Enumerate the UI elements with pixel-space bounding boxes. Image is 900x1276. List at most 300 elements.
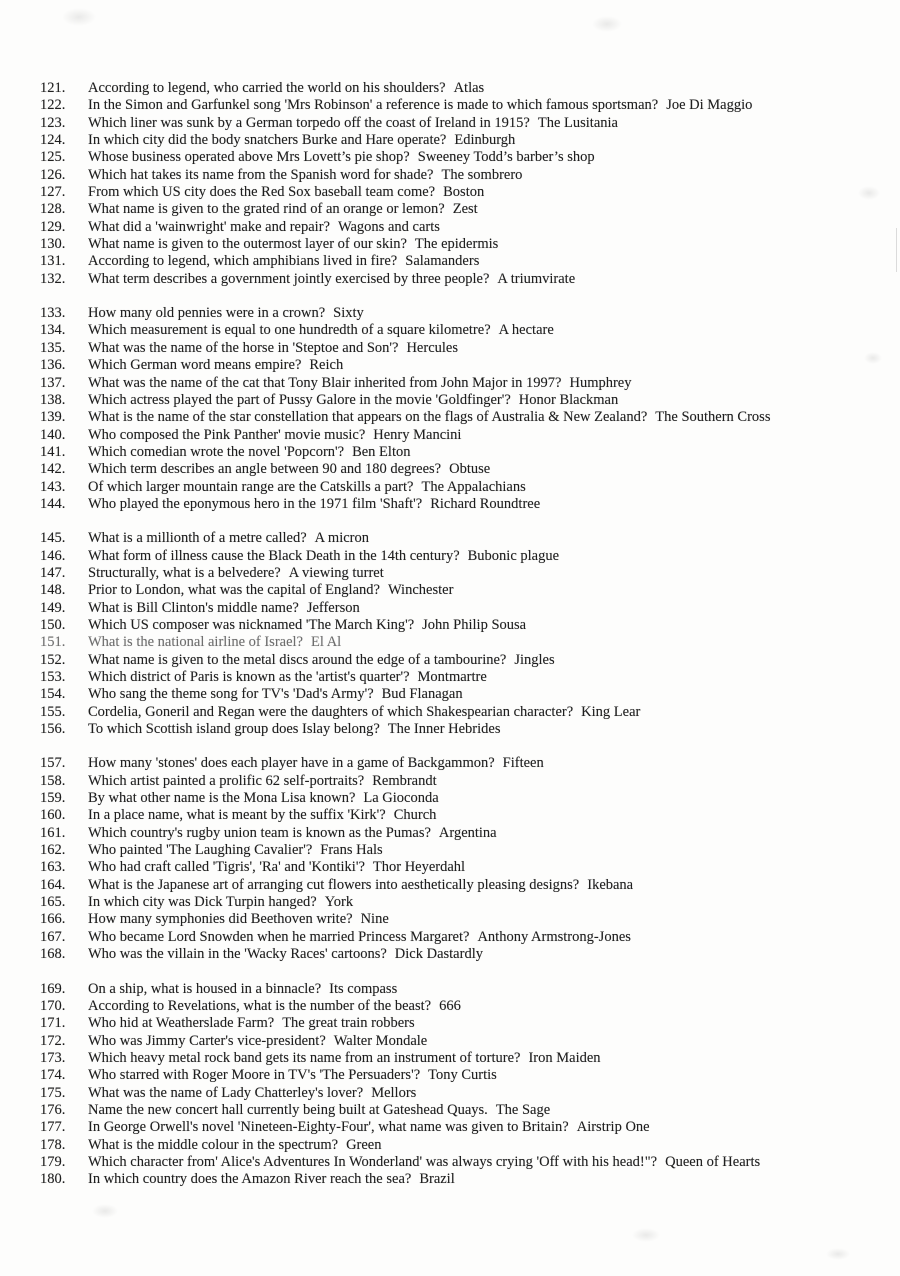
answer-text: Zest [452, 201, 478, 218]
question-text: Which German word means empire? [88, 357, 302, 374]
question-text: Who played the eponymous hero in the 1971 film 'Shaft'? [88, 495, 423, 512]
question-number: 127. [40, 184, 66, 201]
answer-text: King Lear [581, 703, 641, 720]
quiz-row [40, 357, 890, 374]
scan-smudge [632, 1228, 660, 1242]
question-number: 161. [40, 824, 66, 841]
scan-edge-line [896, 228, 897, 272]
question-number: 173. [40, 1049, 66, 1066]
question-line [88, 530, 890, 547]
question-text: Which artist painted a prolific 62 self-portraits? [88, 772, 365, 789]
answer-text: Rembrandt [372, 772, 437, 789]
quiz-row [40, 755, 890, 772]
answer-text: A micron [314, 530, 370, 547]
question-number: 175. [40, 1084, 66, 1101]
question-number: 145. [40, 530, 66, 547]
question-number: 140. [40, 426, 66, 443]
question-number: 129. [40, 218, 66, 235]
question-number: 160. [40, 807, 66, 824]
quiz-row [40, 461, 890, 478]
question-text: Who sang the theme song for TV's 'Dad's Army'? [88, 686, 374, 703]
quiz-row [40, 617, 890, 634]
quiz-row [40, 375, 890, 392]
quiz-row [40, 634, 890, 651]
quiz-row [40, 877, 890, 894]
question-line [88, 998, 890, 1015]
question-number: 164. [40, 876, 66, 893]
quiz-row [40, 80, 890, 97]
question-text: To which Scottish island group does Islay belong? [88, 721, 380, 738]
question-line [88, 427, 890, 444]
quiz-row [40, 322, 890, 339]
quiz-row [40, 773, 890, 790]
question-line [88, 842, 890, 859]
quiz-row [40, 219, 890, 236]
answer-text: Jefferson [306, 599, 360, 616]
quiz-row [40, 807, 890, 824]
answer-text: Richard Roundtree [430, 495, 541, 512]
scan-smudge [826, 1248, 850, 1260]
question-text: According to Revelations, what is the number of the beast? [88, 997, 432, 1014]
answer-text: Sweeney Todd’s barber’s shop [417, 149, 595, 166]
answer-text: Jingles [514, 651, 555, 668]
question-number: 122. [40, 97, 66, 114]
question-line [88, 479, 890, 496]
question-number: 139. [40, 409, 66, 426]
question-line [88, 80, 890, 97]
question-line [88, 496, 890, 513]
question-text: In a place name, what is meant by the suffix 'Kirk'? [88, 807, 386, 824]
question-number: 147. [40, 564, 66, 581]
question-line [88, 1015, 890, 1032]
question-text: Whose business operated above Mrs Lovett’s pie shop? [88, 149, 410, 166]
question-number: 132. [40, 270, 66, 287]
answer-text: Sixty [333, 305, 364, 322]
quiz-row [40, 427, 890, 444]
question-group [40, 530, 890, 738]
question-number: 141. [40, 443, 66, 460]
question-text: Which character from' Alice's Adventures In Wonderland' was always crying 'Off with his head!"? [88, 1153, 658, 1170]
question-text: Who became Lord Snowden when he married Princess Margaret? [88, 928, 470, 945]
quiz-row [40, 409, 890, 426]
question-line [88, 755, 890, 772]
question-number: 178. [40, 1136, 66, 1153]
answer-text: The Southern Cross [655, 409, 771, 426]
quiz-row [40, 444, 890, 461]
question-text: What was the name of the horse in 'Steptoe and Son'? [88, 339, 399, 356]
quiz-row [40, 392, 890, 409]
answer-text: Anthony Armstrong-Jones [477, 928, 631, 945]
question-text: Cordelia, Goneril and Regan were the daughters of which Shakespearian character? [88, 703, 574, 720]
answer-text: Thor Heyerdahl [372, 859, 466, 876]
quiz-row [40, 530, 890, 547]
question-line [88, 790, 890, 807]
scan-smudge [62, 8, 96, 26]
answer-text: El Al [311, 634, 342, 651]
question-line [88, 894, 890, 911]
answer-text: Obtuse [449, 461, 491, 478]
question-line [88, 686, 890, 703]
question-line [88, 357, 890, 374]
question-line [88, 981, 890, 998]
question-text: What name is given to the metal discs around the edge of a tambourine? [88, 651, 507, 668]
answer-text: Atlas [453, 80, 485, 96]
answer-text: Salamanders [405, 253, 480, 270]
question-text: What was the name of the cat that Tony Blair inherited from John Major in 1997? [88, 374, 562, 391]
quiz-row [40, 911, 890, 928]
question-line [88, 340, 890, 357]
question-line [88, 149, 890, 166]
question-line [88, 375, 890, 392]
question-line [88, 184, 890, 201]
question-number: 166. [40, 911, 66, 928]
quiz-row [40, 929, 890, 946]
quiz-row [40, 1171, 890, 1188]
question-line [88, 946, 890, 963]
question-number: 180. [40, 1171, 66, 1188]
answer-text: Frans Hals [320, 842, 383, 859]
question-text: According to legend, who carried the world on his shoulders? [88, 80, 446, 96]
question-group [40, 305, 890, 513]
question-line [88, 201, 890, 218]
quiz-row [40, 236, 890, 253]
answer-text: Wagons and carts [337, 218, 440, 235]
answer-text: Walter Mondale [333, 1032, 428, 1049]
quiz-row [40, 149, 890, 166]
question-number: 167. [40, 928, 66, 945]
answer-text: Tony Curtis [428, 1067, 497, 1084]
answer-text: Church [393, 807, 437, 824]
quiz-row [40, 859, 890, 876]
question-group [40, 981, 890, 1189]
answer-text: Joe Di Maggio [666, 97, 753, 114]
quiz-row [40, 184, 890, 201]
quiz-row [40, 565, 890, 582]
question-number: 170. [40, 997, 66, 1014]
question-number: 172. [40, 1032, 66, 1049]
question-text: How many 'stones' does each player have in a game of Backgammon? [88, 755, 495, 772]
question-number: 163. [40, 859, 66, 876]
question-text: What is the name of the star constellation that appears on the flags of Australia & New Zealand? [88, 409, 648, 426]
question-number: 177. [40, 1119, 66, 1136]
answer-text: Hercules [406, 339, 458, 356]
question-text: Which measurement is equal to one hundredth of a square kilometre? [88, 322, 491, 339]
question-line [88, 877, 890, 894]
quiz-row [40, 1050, 890, 1067]
question-number: 169. [40, 980, 66, 997]
quiz-row [40, 1102, 890, 1119]
quiz-question-list [40, 80, 890, 1189]
answer-text: 666 [439, 997, 461, 1014]
question-text: Which term describes an angle between 90 and 180 degrees? [88, 461, 442, 478]
question-line [88, 634, 890, 651]
question-line [88, 721, 890, 738]
question-text: In George Orwell's novel 'Nineteen-Eighty-Four', what name was given to Britain? [88, 1119, 569, 1136]
question-line [88, 600, 890, 617]
question-text: Which liner was sunk by a German torpedo off the coast of Ireland in 1915? [88, 114, 530, 131]
question-line [88, 132, 890, 149]
answer-text: Reich [309, 357, 344, 374]
answer-text: Fifteen [502, 755, 544, 772]
answer-text: Green [346, 1136, 382, 1153]
question-number: 144. [40, 495, 66, 512]
question-line [88, 929, 890, 946]
question-line [88, 1119, 890, 1136]
answer-text: Argentina [438, 824, 497, 841]
question-number: 135. [40, 339, 66, 356]
answer-text: Iron Maiden [528, 1049, 601, 1066]
answer-text: Henry Mancini [373, 426, 462, 443]
question-text: Who was the villain in the 'Wacky Races' cartoons? [88, 946, 387, 963]
question-number: 146. [40, 547, 66, 564]
question-number: 151. [40, 634, 66, 651]
question-line [88, 219, 890, 236]
answer-text: Bubonic plague [467, 547, 560, 564]
quiz-row [40, 1033, 890, 1050]
quiz-row [40, 981, 890, 998]
question-number: 130. [40, 236, 66, 253]
question-number: 142. [40, 461, 66, 478]
answer-text: Boston [443, 184, 485, 201]
answer-text: Montmartre [417, 669, 487, 685]
question-line [88, 236, 890, 253]
question-text: What is Bill Clinton's middle name? [88, 599, 299, 616]
question-text: Which US composer was nicknamed 'The March King'? [88, 616, 415, 633]
answer-text: The great train robbers [282, 1015, 415, 1032]
question-text: Which hat takes its name from the Spanish word for shade? [88, 166, 434, 183]
quiz-row [40, 496, 890, 513]
question-line [88, 1085, 890, 1102]
answer-text: Ikebana [587, 876, 634, 893]
question-text: According to legend, which amphibians lived in fire? [88, 253, 398, 270]
question-number: 158. [40, 772, 66, 789]
question-number: 156. [40, 721, 66, 738]
question-line [88, 322, 890, 339]
question-line [88, 1171, 890, 1188]
question-text: What did a 'wainwright' make and repair? [88, 218, 330, 235]
answer-text: The Appalachians [421, 478, 526, 495]
question-line [88, 409, 890, 426]
question-line [88, 97, 890, 114]
question-text: Prior to London, what was the capital of England? [88, 582, 380, 599]
answer-text: Brazil [419, 1171, 455, 1188]
question-line [88, 271, 890, 288]
question-number: 150. [40, 616, 66, 633]
question-line [88, 582, 890, 599]
question-text: Of which larger mountain range are the Catskills a part? [88, 478, 414, 495]
question-line [88, 1102, 890, 1119]
question-line [88, 1067, 890, 1084]
question-number: 149. [40, 599, 66, 616]
question-line [88, 1050, 890, 1067]
answer-text: Queen of Hearts [665, 1153, 761, 1170]
question-line [88, 1154, 890, 1171]
quiz-row [40, 894, 890, 911]
answer-text: Ben Elton [352, 443, 411, 460]
question-text: Who hid at Weatherslade Farm? [88, 1015, 275, 1032]
question-number: 134. [40, 322, 66, 339]
question-number: 123. [40, 114, 66, 131]
answer-text: The Sage [495, 1101, 551, 1118]
question-line [88, 807, 890, 824]
answer-text: The epidermis [414, 236, 499, 253]
question-line [88, 565, 890, 582]
answer-text: The Inner Hebrides [387, 721, 501, 738]
question-text: What name is given to the grated rind of an orange or lemon? [88, 201, 445, 218]
question-number: 162. [40, 842, 66, 859]
question-text: Which heavy metal rock band gets its name from an instrument of torture? [88, 1049, 521, 1066]
answer-text: Airstrip One [576, 1119, 650, 1136]
answer-text: Bud Flanagan [381, 686, 463, 703]
answer-text: Honor Blackman [518, 391, 619, 408]
quiz-row [40, 790, 890, 807]
answer-text: Its compass [329, 980, 398, 997]
question-number: 125. [40, 149, 66, 166]
question-line [88, 704, 890, 721]
question-text: What is the middle colour in the spectrum? [88, 1136, 339, 1153]
question-text: What term describes a government jointly exercised by three people? [88, 270, 490, 287]
answer-text: Winchester [387, 582, 454, 599]
quiz-row [40, 721, 890, 738]
answer-text: John Philip Sousa [422, 616, 527, 633]
quiz-row [40, 1154, 890, 1171]
question-text: In the Simon and Garfunkel song 'Mrs Robinson' a reference is made to which famous sportsman? [88, 97, 659, 114]
question-group [40, 755, 890, 963]
quiz-row [40, 97, 890, 114]
question-line [88, 652, 890, 669]
quiz-row [40, 1015, 890, 1032]
question-text: Which comedian wrote the novel 'Popcorn'? [88, 443, 345, 460]
quiz-row [40, 1085, 890, 1102]
question-number: 133. [40, 305, 66, 322]
quiz-row [40, 1067, 890, 1084]
question-line [88, 859, 890, 876]
question-line [88, 115, 890, 132]
quiz-row [40, 704, 890, 721]
answer-text: A viewing turret [288, 564, 384, 581]
question-text: What was the name of Lady Chatterley's lover? [88, 1084, 364, 1101]
question-number: 152. [40, 651, 66, 668]
question-number: 128. [40, 201, 66, 218]
quiz-row [40, 582, 890, 599]
question-number: 155. [40, 703, 66, 720]
question-line [88, 773, 890, 790]
quiz-row [40, 946, 890, 963]
question-text: What is the Japanese art of arranging cut flowers into aesthetically pleasing designs? [88, 876, 580, 893]
scan-smudge [92, 1204, 118, 1218]
question-text: Structurally, what is a belvedere? [88, 564, 281, 581]
question-number: 131. [40, 253, 66, 270]
question-number: 124. [40, 132, 66, 149]
question-number: 148. [40, 582, 66, 599]
question-number: 154. [40, 686, 66, 703]
question-text: By what other name is the Mona Lisa known? [88, 790, 356, 807]
question-number: 157. [40, 755, 66, 772]
question-number: 143. [40, 478, 66, 495]
question-line [88, 548, 890, 565]
quiz-row [40, 115, 890, 132]
quiz-row [40, 652, 890, 669]
question-number: 137. [40, 374, 66, 391]
question-number: 168. [40, 946, 66, 963]
question-number: 174. [40, 1067, 66, 1084]
question-number: 136. [40, 357, 66, 374]
answer-text: Edinburgh [454, 132, 516, 149]
question-text: On a ship, what is housed in a binnacle? [88, 980, 322, 997]
question-number: 126. [40, 166, 66, 183]
question-text: Who composed the Pink Panther' movie music? [88, 426, 366, 443]
answer-text: Dick Dastardly [394, 946, 483, 963]
question-text: What is a millionth of a metre called? [88, 530, 307, 547]
question-text: From which US city does the Red Sox baseball team come? [88, 184, 436, 201]
quiz-row [40, 132, 890, 149]
question-text: What name is given to the outermost layer of our skin? [88, 236, 407, 253]
question-text: How many symphonies did Beethoven write? [88, 911, 353, 928]
question-text: In which city did the body snatchers Burke and Hare operate? [88, 132, 447, 149]
question-line [88, 911, 890, 928]
question-line [88, 669, 890, 686]
question-text: Which actress played the part of Pussy Galore in the movie 'Goldfinger'? [88, 391, 511, 408]
quiz-row [40, 1137, 890, 1154]
question-line [88, 617, 890, 634]
question-number: 159. [40, 790, 66, 807]
quiz-row [40, 253, 890, 270]
question-number: 179. [40, 1153, 66, 1170]
quiz-row [40, 201, 890, 218]
answer-text: Humphrey [569, 374, 632, 391]
question-group [40, 80, 890, 288]
answer-text: The sombrero [441, 166, 523, 183]
quiz-row [40, 686, 890, 703]
question-line [88, 392, 890, 409]
question-text: Who had craft called 'Tigris', 'Ra' and 'Kontiki'? [88, 859, 365, 876]
quiz-row [40, 167, 890, 184]
answer-text: Mellors [371, 1084, 417, 1101]
question-text: Name the new concert hall currently being built at Gateshead Quays. [88, 1101, 488, 1118]
question-line [88, 305, 890, 322]
quiz-row [40, 600, 890, 617]
question-line [88, 167, 890, 184]
quiz-row [40, 548, 890, 565]
question-text: What is the national airline of Israel? [88, 634, 303, 651]
question-line [88, 461, 890, 478]
scan-smudge [592, 16, 622, 32]
answer-text: A hectare [498, 322, 554, 339]
answer-text: Nine [360, 911, 389, 928]
quiz-row [40, 479, 890, 496]
answer-text: York [324, 894, 354, 911]
question-number: 171. [40, 1015, 66, 1032]
question-line [88, 1033, 890, 1050]
question-number: 138. [40, 391, 66, 408]
question-line [88, 253, 890, 270]
quiz-row [40, 340, 890, 357]
question-line [88, 1137, 890, 1154]
question-text: Which country's rugby union team is known as the Pumas? [88, 824, 431, 841]
question-text: Who starred with Roger Moore in TV's 'The Persuaders'? [88, 1067, 421, 1084]
answer-text: A triumvirate [497, 270, 576, 287]
question-number: 165. [40, 894, 66, 911]
question-number: 121. [40, 80, 66, 96]
question-text: Who painted 'The Laughing Cavalier'? [88, 842, 313, 859]
answer-text: La Gioconda [363, 790, 439, 807]
question-text: Who was Jimmy Carter's vice-president? [88, 1032, 326, 1049]
question-text: How many old pennies were in a crown? [88, 305, 326, 322]
quiz-row [40, 305, 890, 322]
question-line [88, 444, 890, 461]
quiz-row [40, 825, 890, 842]
question-text: In which city was Dick Turpin hanged? [88, 894, 317, 911]
